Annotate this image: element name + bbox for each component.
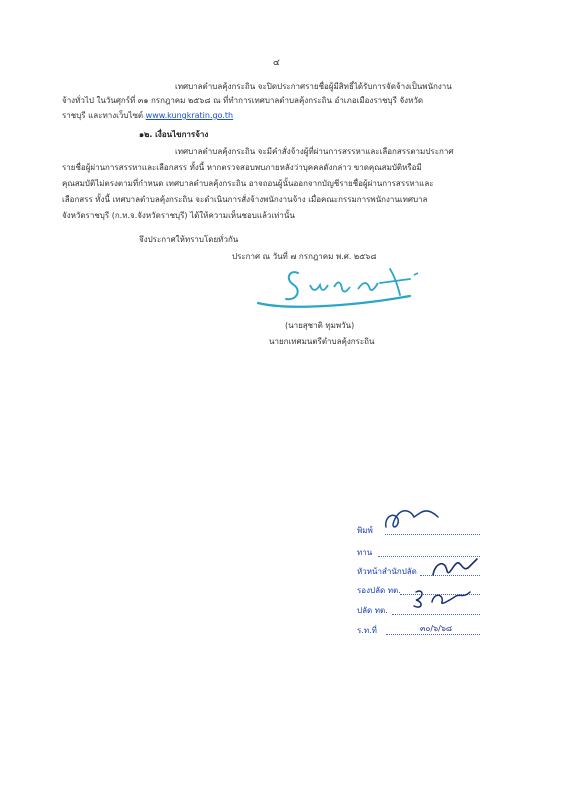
signature-image: [250, 263, 440, 323]
signer-title: นายกเทศมนตรีตำบลคุ้งกระถิน: [269, 337, 375, 346]
routing-deputy-clerk-label: รองปลัด ทต.: [357, 586, 401, 595]
website-link[interactable]: www.kungkratin.go.th: [145, 111, 234, 120]
routing-date-line: [386, 634, 480, 635]
para1-line2: จ้างทั่วไป ในวันศุกร์ที่ ๓๑ กรกฎาคม ๒๕๖๘ ณ ที่ทำการเทศบาลตำบลคุ้งกระถิน อำเภอเมืองราชบุรี จังหวัด: [62, 96, 424, 105]
para1-line3: [62, 110, 233, 121]
section12-heading: ๑๒. เงื่อนไขการจ้าง: [139, 130, 209, 139]
para1-line1: เทศบาลตำบลคุ้งกระถิน จะปิดประกาศรายชื่อผู้มีสิทธิ์ได้รับการจัดจ้างเป็นพนักงาน: [175, 82, 452, 91]
section-head-initials-image: [425, 553, 485, 583]
routing-checker-label: ทาน: [357, 548, 373, 557]
page-number: ๔: [273, 58, 280, 68]
deputy-initials-image: [410, 584, 480, 612]
section12-line: จังหวัดราชบุรี (ก.ท.จ.จังหวัดราชบุรี) ได้ให้ความเห็นชอบแล้วเท่านั้น: [62, 211, 295, 220]
routing-clerk-line: [392, 614, 480, 615]
routing-date-label: ร.ท.ที่: [357, 626, 377, 635]
section12-line: เทศบาลตำบลคุ้งกระถิน จะมีคำสั่งจ้างผู้ที่ผ่านการสรรหาและเลือกสรรตามประกาศ: [175, 147, 454, 156]
routing-section-head-label: หัวหน้าสำนักปลัด: [357, 567, 417, 576]
routing-date-value: ๓๐/๖/๖๘: [420, 624, 453, 633]
date-line: ประกาศ ณ วันที่ ๗ กรกฎาคม พ.ศ. ๒๕๖๘: [232, 252, 377, 261]
closing-text: จึงประกาศให้ทราบโดยทั่วกัน: [139, 235, 239, 244]
section12-line: รายชื่อผู้ผ่านการสรรหาและเลือกสรร ทั้งนี้ หากตรวจสอบพบภายหลังว่าบุคคลดังกล่าว ขาดคุณสมบัติหรือมี: [62, 163, 422, 172]
typist-initials-image: [380, 503, 470, 537]
section12-line: คุณสมบัติไม่ตรงตามที่กำหนด เทศบาลตำบลคุ้งกระถิน อาจถอนผู้นั้นออกจากบัญชีรายชื่อผู้ผ่านการสรรหาและ: [62, 179, 434, 188]
para1-line3-text: ราชบุรี และทางเว็บไซต์: [62, 111, 146, 120]
signer-name: (นายสุชาติ ทุมพวัน): [285, 321, 355, 330]
routing-clerk-label: ปลัด ทต.: [357, 606, 388, 615]
section12-line: เลือกสรร ทั้งนี้ เทศบาลตำบลคุ้งกระถิน จะดำเนินการสั่งจ้างพนักงานจ้าง เมื่อคณะกรรมการพนักงานเทศบาล: [62, 195, 428, 204]
routing-typist-label: พิมพ์: [357, 526, 373, 535]
